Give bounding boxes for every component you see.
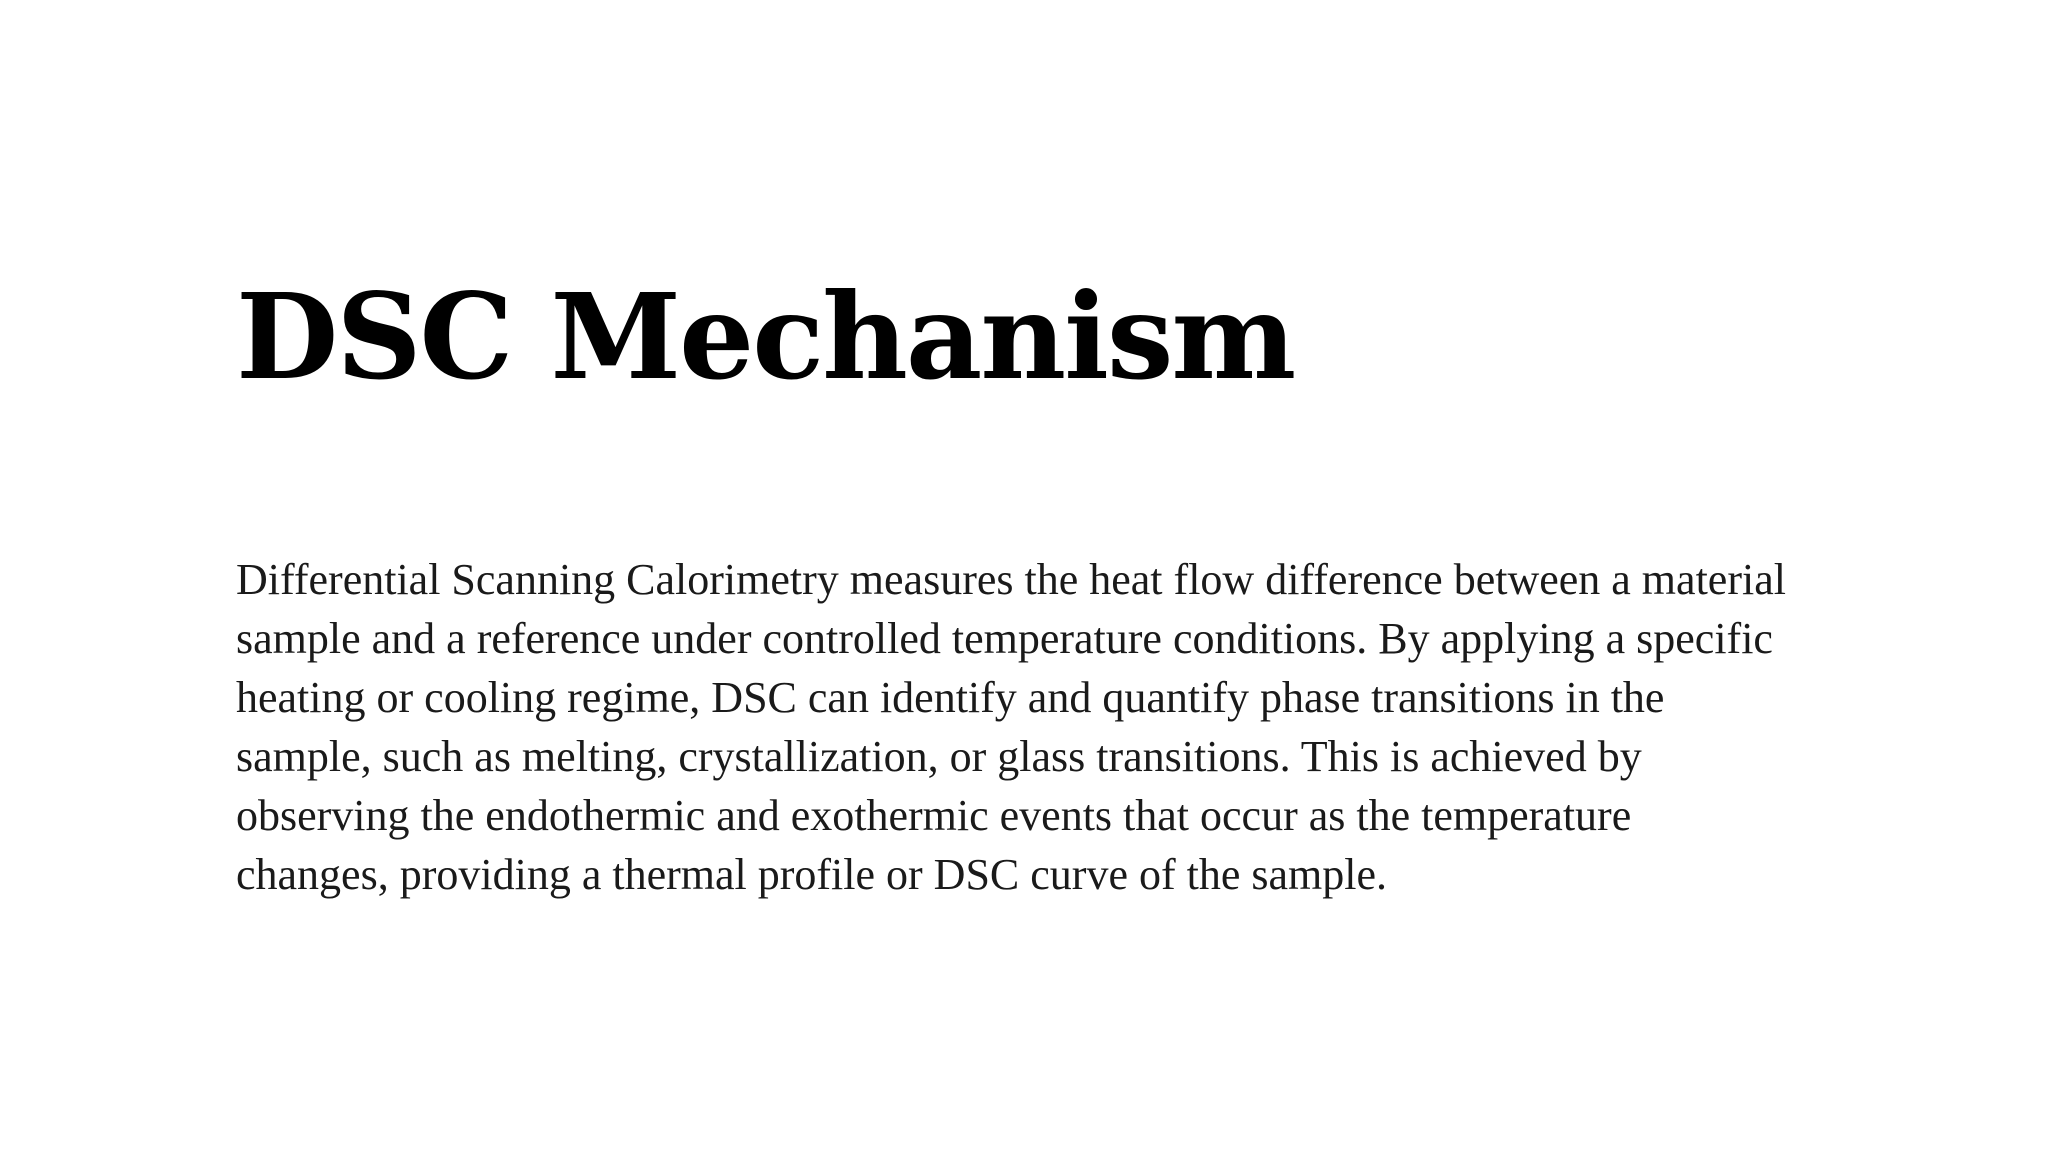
body-line: sample and a reference under controlled temperature conditions. By applying a specific xyxy=(236,614,1773,663)
body-line: heating or cooling regime, DSC can identify and quantify phase transitions in the xyxy=(236,673,1665,722)
body-line: sample, such as melting, crystallization, or glass transitions. This is achieved by xyxy=(236,732,1642,781)
body-line: changes, providing a thermal profile or DSC curve of the sample. xyxy=(236,850,1388,899)
slide-title: DSC Mechanism xyxy=(236,267,1295,406)
body-line: observing the endothermic and exothermic events that occur as the temperature xyxy=(236,791,1632,840)
body-line: Differential Scanning Calorimetry measures the heat flow difference between a material xyxy=(236,555,1786,604)
slide-body-paragraph xyxy=(236,550,1856,904)
